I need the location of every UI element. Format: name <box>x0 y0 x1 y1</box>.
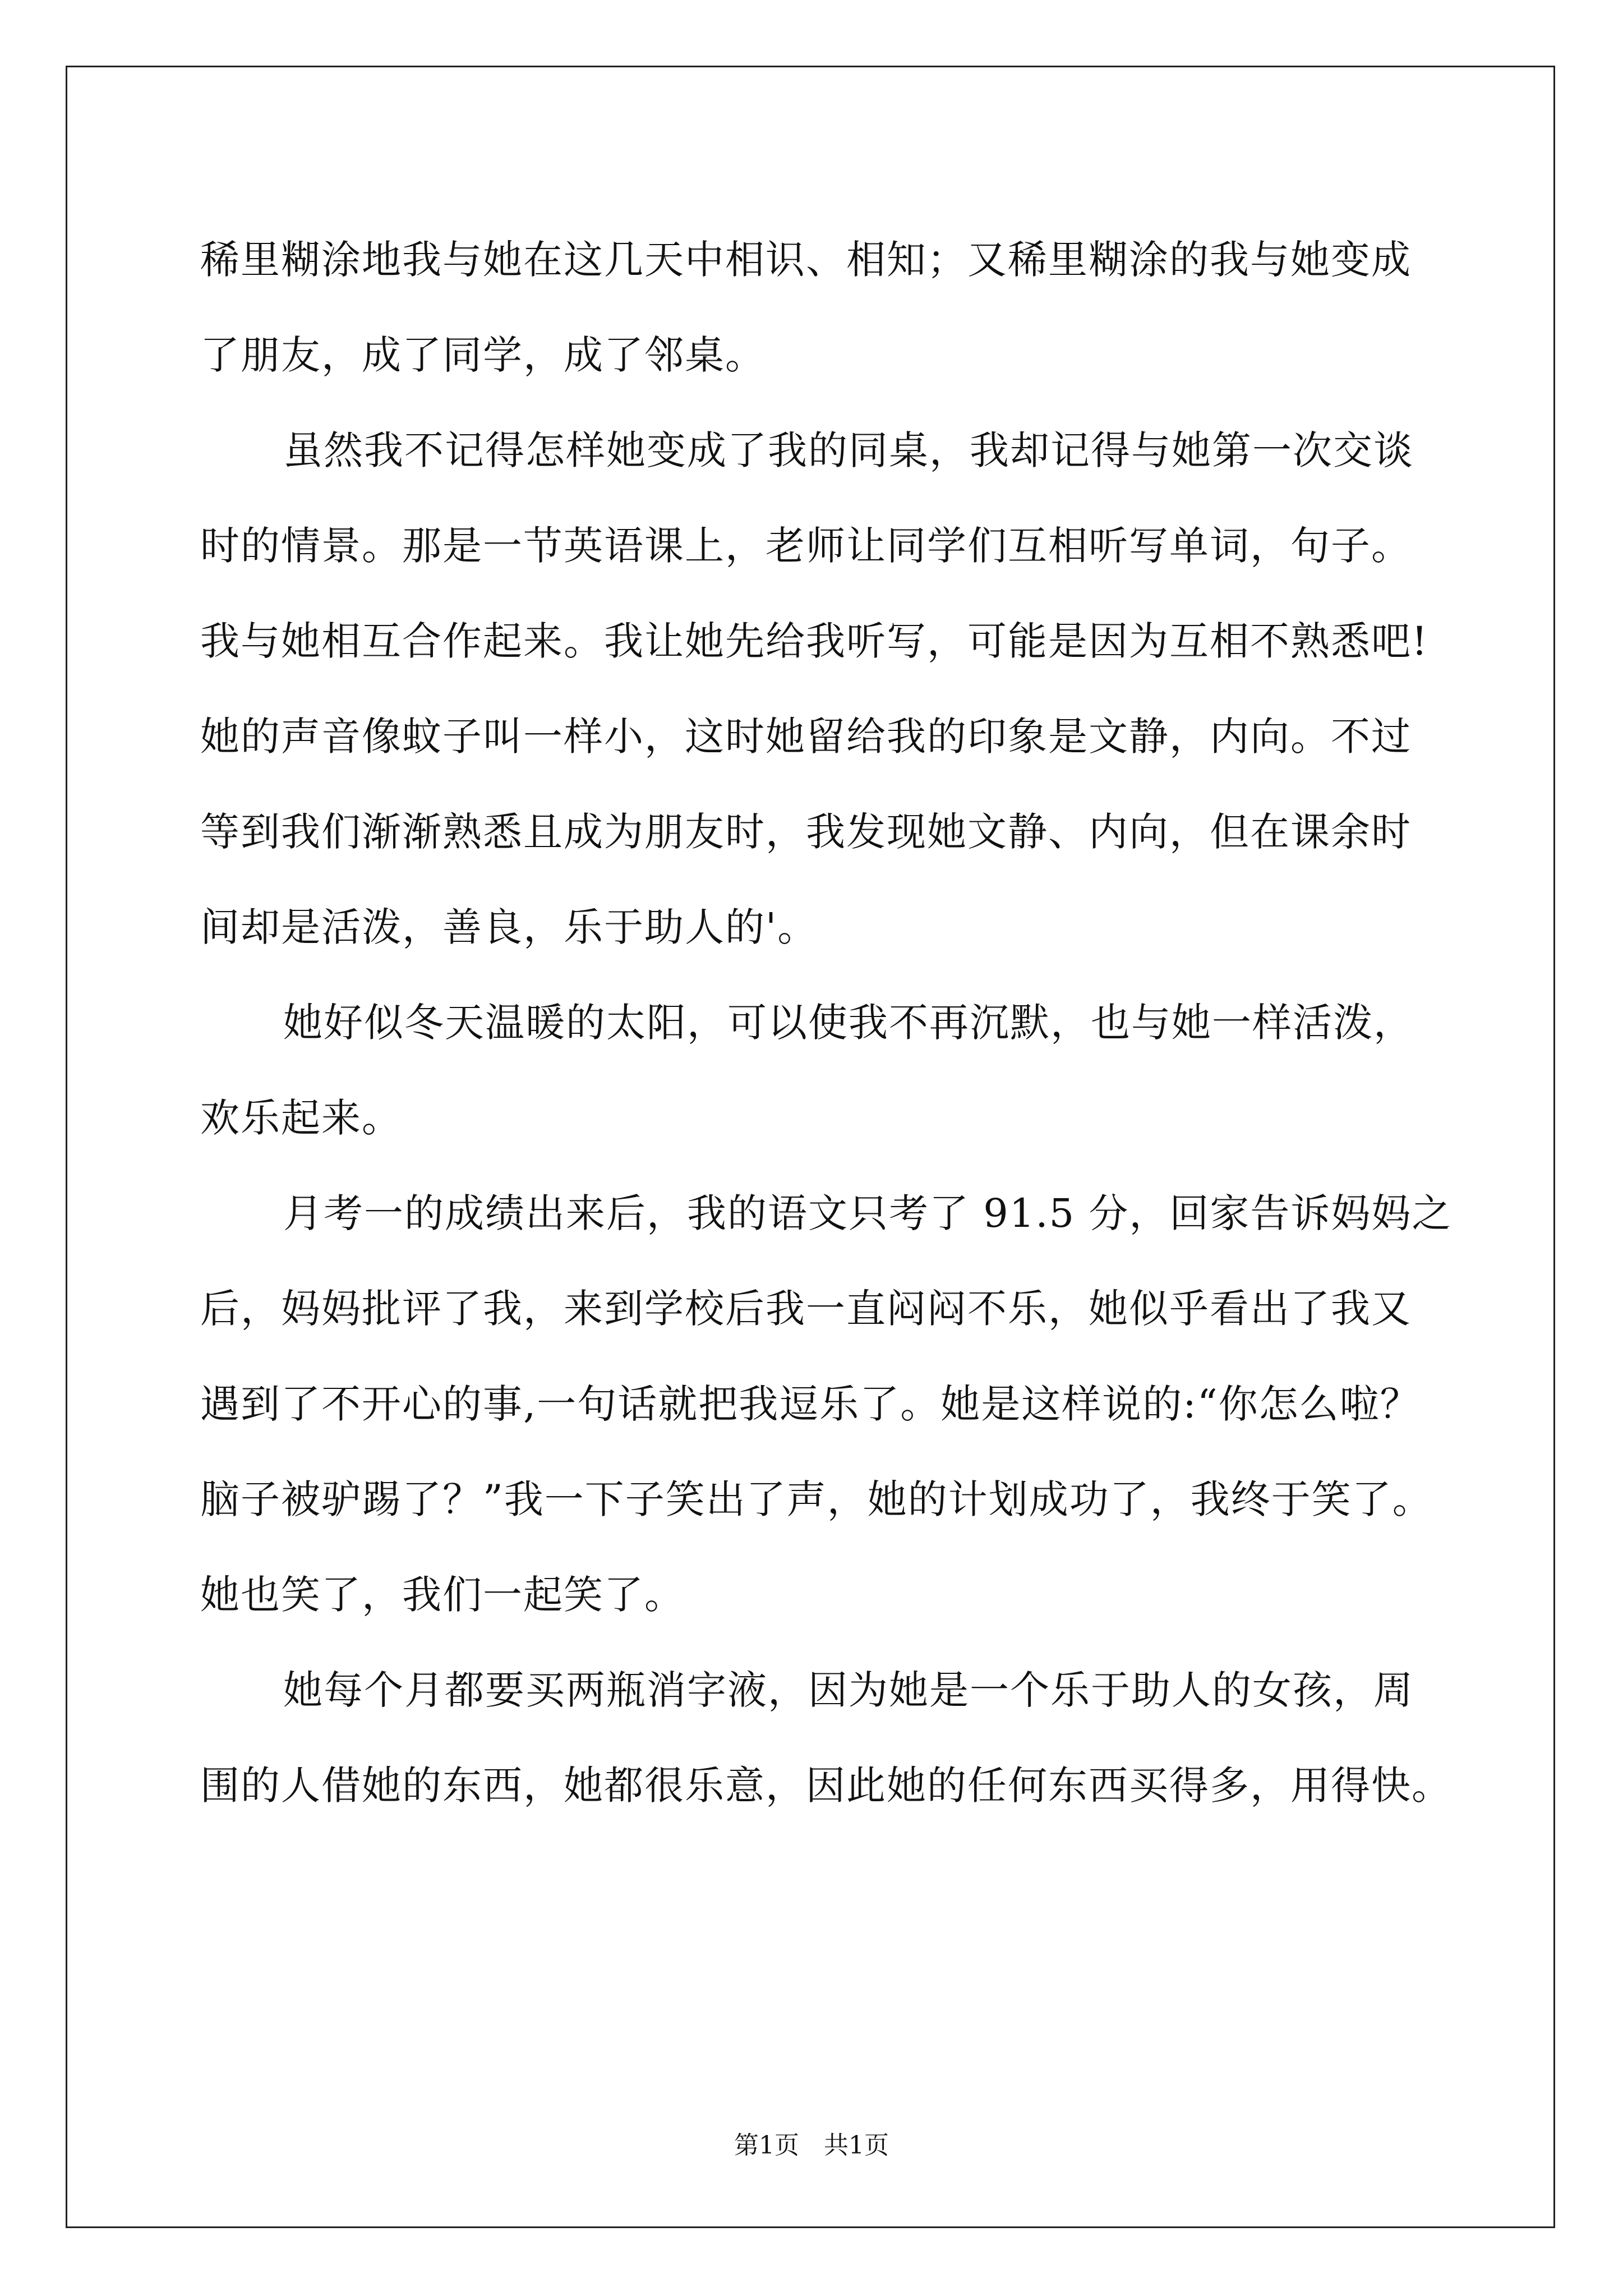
paragraph-3-line-1: 她好似冬天温暖的太阳，可以使我不再沉默，也与她一样活泼， <box>283 1000 1414 1046</box>
paragraph-2-line-4: 她的声音像蚊子叫一样小，这时她留给我的印象是文静，内向。不过 <box>200 714 1412 760</box>
paragraph-2-line-6: 间却是活泼，善良，乐于助人的'。 <box>200 904 818 950</box>
paragraph-4-line-3: 遇到了不开心的事,一句话就把我逗乐了。她是这样说的:“你怎么啦？ <box>200 1381 1421 1427</box>
paragraph-5-line-2: 围的人借她的东西，她都很乐意，因此她的任何东西买得多，用得快。 <box>200 1763 1452 1809</box>
paragraph-4-line-2: 后，妈妈批评了我，来到学校后我一直闷闷不乐，她似乎看出了我又 <box>200 1286 1412 1332</box>
paragraph-4-line-1: 月考一的成绩出来后，我的语文只考了 91.5 分，回家告诉妈妈之 <box>283 1190 1453 1236</box>
document-body <box>200 212 1453 1833</box>
paragraph-2-line-5: 等到我们渐渐熟悉且成为朋友时，我发现她文静、内向，但在课余时 <box>200 809 1412 855</box>
paragraph-4-line-5: 她也笑了，我们一起笑了。 <box>200 1572 685 1618</box>
paragraph-2-line-1: 虽然我不记得怎样她变成了我的同桌，我却记得与她第一次交谈 <box>283 427 1414 473</box>
page-footer: 第1页 共1页 <box>734 2131 889 2160</box>
paragraph-3-line-2: 欢乐起来。 <box>200 1095 402 1141</box>
paragraph-4-line-4: 脑子被驴踢了？”我一下子笑出了声，她的计划成功了，我终于笑了。 <box>200 1476 1433 1522</box>
paragraph-2-line-2: 时的情景。那是一节英语课上，老师让同学们互相听写单词，句子。 <box>200 523 1412 569</box>
paragraph-2-line-3: 我与她相互合作起来。我让她先给我听写，可能是因为互相不熟悉吧! <box>200 618 1429 664</box>
paragraph-1-line-1: 稀里糊涂地我与她在这几天中相识、相知；又稀里糊涂的我与她变成 <box>200 237 1412 283</box>
paragraph-5-line-1: 她每个月都要买两瓶消字液，因为她是一个乐于助人的女孩，周 <box>283 1667 1414 1713</box>
paragraph-1-line-2: 了朋友，成了同学，成了邻桌。 <box>200 332 766 378</box>
